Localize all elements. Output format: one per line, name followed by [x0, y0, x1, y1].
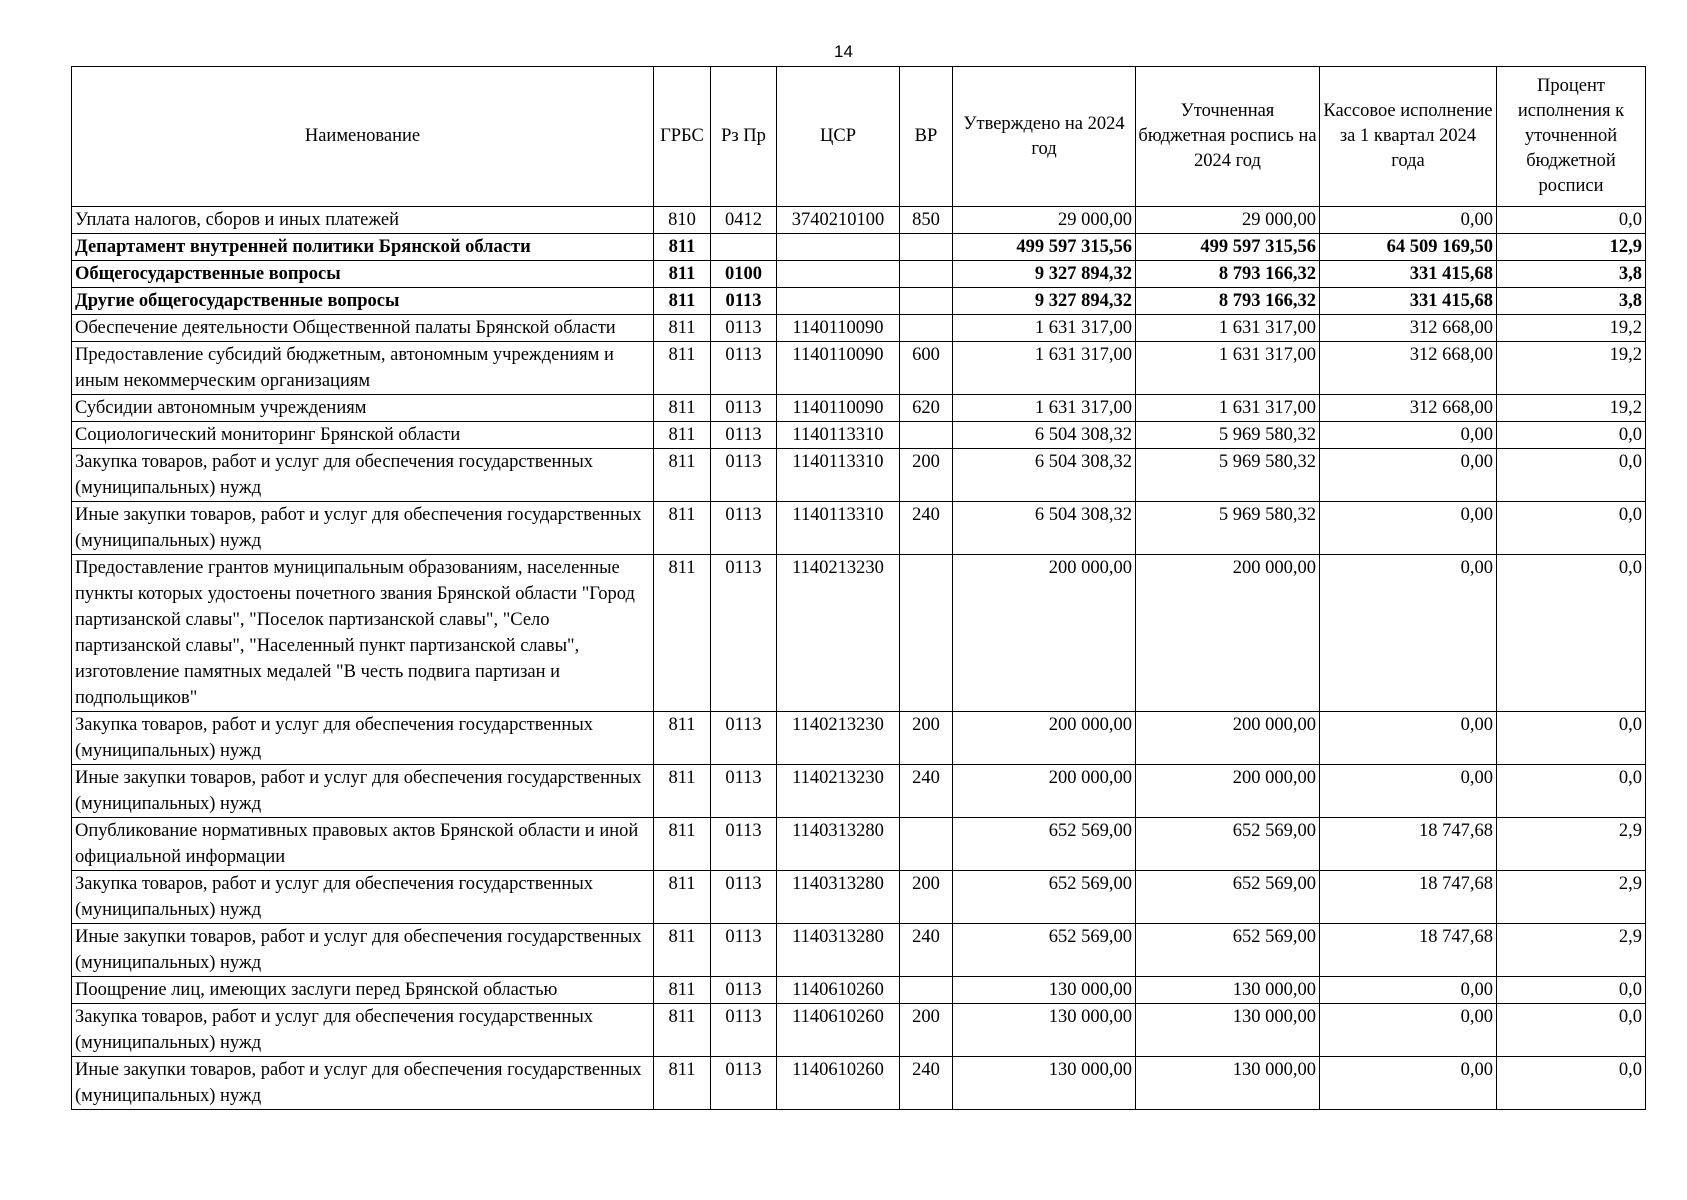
cell-percent: 0,0: [1497, 765, 1646, 818]
cell-csr: 1140313280: [777, 818, 900, 871]
cell-approved: 9 327 894,32: [953, 288, 1136, 315]
cell-vr: 600: [900, 342, 953, 395]
cell-vr: [900, 422, 953, 449]
cell-cash: 331 415,68: [1320, 288, 1497, 315]
table-row: [72, 871, 1646, 924]
cell-rzpr: 0412: [711, 207, 777, 234]
cell-vr: 620: [900, 395, 953, 422]
cell-csr: 1140610260: [777, 1004, 900, 1057]
cell-rzpr: 0113: [711, 924, 777, 977]
cell-refined: 1 631 317,00: [1136, 342, 1320, 395]
cell-refined: 1 631 317,00: [1136, 395, 1320, 422]
cell-cash: 0,00: [1320, 555, 1497, 712]
header-csr: ЦСР: [777, 67, 900, 207]
cell-refined: 5 969 580,32: [1136, 449, 1320, 502]
cell-name: Закупка товаров, работ и услуг для обеспечения государственных (муниципальных) нужд: [72, 449, 654, 502]
cell-name: Обеспечение деятельности Общественной палаты Брянской области: [72, 315, 654, 342]
cell-cash: 0,00: [1320, 712, 1497, 765]
cell-rzpr: 0113: [711, 395, 777, 422]
cell-rzpr: 0113: [711, 342, 777, 395]
cell-percent: 0,0: [1497, 1004, 1646, 1057]
header-name: Наименование: [72, 67, 654, 207]
cell-name: Другие общегосударственные вопросы: [72, 288, 654, 315]
cell-rzpr: 0100: [711, 261, 777, 288]
cell-approved: 652 569,00: [953, 871, 1136, 924]
cell-name: Социологический мониторинг Брянской области: [72, 422, 654, 449]
cell-csr: 1140110090: [777, 315, 900, 342]
cell-csr: 1140113310: [777, 449, 900, 502]
cell-cash: 0,00: [1320, 207, 1497, 234]
cell-name: Закупка товаров, работ и услуг для обеспечения государственных (муниципальных) нужд: [72, 712, 654, 765]
cell-grbs: 811: [654, 502, 711, 555]
cell-name: Общегосударственные вопросы: [72, 261, 654, 288]
cell-approved: 9 327 894,32: [953, 261, 1136, 288]
cell-name: Иные закупки товаров, работ и услуг для обеспечения государственных (муниципальных) нужд: [72, 502, 654, 555]
cell-vr: [900, 818, 953, 871]
cell-rzpr: 0113: [711, 422, 777, 449]
cell-csr: [777, 261, 900, 288]
table-row: [72, 712, 1646, 765]
header-vr: ВР: [900, 67, 953, 207]
cell-refined: 652 569,00: [1136, 871, 1320, 924]
cell-name: Предоставление субсидий бюджетным, автономным учреждениям и иным некоммерческим организациям: [72, 342, 654, 395]
cell-percent: 2,9: [1497, 818, 1646, 871]
table-row: [72, 555, 1646, 712]
cell-name: Уплата налогов, сборов и иных платежей: [72, 207, 654, 234]
budget-table: [71, 66, 1646, 1110]
cell-approved: 200 000,00: [953, 555, 1136, 712]
cell-approved: 6 504 308,32: [953, 422, 1136, 449]
table-row: [72, 234, 1646, 261]
cell-cash: 0,00: [1320, 502, 1497, 555]
cell-rzpr: 0113: [711, 315, 777, 342]
cell-grbs: 811: [654, 712, 711, 765]
cell-approved: 6 504 308,32: [953, 502, 1136, 555]
cell-refined: 200 000,00: [1136, 765, 1320, 818]
cell-csr: [777, 288, 900, 315]
cell-vr: 240: [900, 1057, 953, 1110]
cell-grbs: 811: [654, 261, 711, 288]
cell-percent: 19,2: [1497, 342, 1646, 395]
cell-csr: 1140313280: [777, 924, 900, 977]
cell-grbs: 811: [654, 288, 711, 315]
cell-rzpr: [711, 234, 777, 261]
cell-name: Предоставление грантов муниципальным образованиям, населенные пункты которых удостоены почетного звания Брянской области "Город партизанской славы", "Поселок партизанской славы", "Село партизанской славы", "Населенный пункт партизанской славы", изготовление памятных медалей "В честь подвига партизан и подпольщиков": [72, 555, 654, 712]
cell-vr: [900, 261, 953, 288]
cell-percent: 0,0: [1497, 977, 1646, 1004]
cell-percent: 2,9: [1497, 871, 1646, 924]
cell-percent: 19,2: [1497, 395, 1646, 422]
cell-vr: 240: [900, 924, 953, 977]
cell-cash: 312 668,00: [1320, 315, 1497, 342]
header-refined: Уточненная бюджетная роспись на 2024 год: [1136, 67, 1320, 207]
cell-name: Иные закупки товаров, работ и услуг для обеспечения государственных (муниципальных) нужд: [72, 1057, 654, 1110]
cell-vr: [900, 315, 953, 342]
cell-rzpr: 0113: [711, 1057, 777, 1110]
cell-vr: 240: [900, 502, 953, 555]
cell-grbs: 811: [654, 449, 711, 502]
cell-csr: 1140113310: [777, 502, 900, 555]
header-approved: Утверждено на 2024 год: [953, 67, 1136, 207]
table-row: [72, 818, 1646, 871]
cell-vr: [900, 555, 953, 712]
cell-vr: 200: [900, 871, 953, 924]
cell-name: Иные закупки товаров, работ и услуг для обеспечения государственных (муниципальных) нужд: [72, 924, 654, 977]
cell-rzpr: 0113: [711, 1004, 777, 1057]
cell-refined: 1 631 317,00: [1136, 315, 1320, 342]
cell-refined: 200 000,00: [1136, 712, 1320, 765]
cell-name: Закупка товаров, работ и услуг для обеспечения государственных (муниципальных) нужд: [72, 1004, 654, 1057]
cell-refined: 5 969 580,32: [1136, 422, 1320, 449]
cell-rzpr: 0113: [711, 765, 777, 818]
cell-approved: 1 631 317,00: [953, 315, 1136, 342]
cell-vr: [900, 234, 953, 261]
cell-refined: 8 793 166,32: [1136, 288, 1320, 315]
cell-refined: 200 000,00: [1136, 555, 1320, 712]
cell-rzpr: 0113: [711, 449, 777, 502]
cell-refined: 5 969 580,32: [1136, 502, 1320, 555]
cell-grbs: 811: [654, 765, 711, 818]
table-row: [72, 207, 1646, 234]
cell-approved: 6 504 308,32: [953, 449, 1136, 502]
cell-approved: 29 000,00: [953, 207, 1136, 234]
cell-cash: 64 509 169,50: [1320, 234, 1497, 261]
cell-name: Поощрение лиц, имеющих заслуги перед Брянской областью: [72, 977, 654, 1004]
cell-cash: 0,00: [1320, 422, 1497, 449]
table-row: [72, 288, 1646, 315]
cell-percent: 19,2: [1497, 315, 1646, 342]
cell-cash: 312 668,00: [1320, 395, 1497, 422]
cell-csr: 1140110090: [777, 395, 900, 422]
cell-approved: 130 000,00: [953, 977, 1136, 1004]
cell-csr: 1140110090: [777, 342, 900, 395]
table-row: [72, 1004, 1646, 1057]
cell-approved: 200 000,00: [953, 765, 1136, 818]
cell-rzpr: 0113: [711, 712, 777, 765]
cell-grbs: 811: [654, 555, 711, 712]
cell-approved: 200 000,00: [953, 712, 1136, 765]
cell-percent: 3,8: [1497, 288, 1646, 315]
cell-approved: 130 000,00: [953, 1057, 1136, 1110]
table-row: [72, 449, 1646, 502]
cell-csr: 1140113310: [777, 422, 900, 449]
cell-grbs: 811: [654, 871, 711, 924]
cell-refined: 130 000,00: [1136, 1057, 1320, 1110]
table-row: [72, 342, 1646, 395]
cell-percent: 12,9: [1497, 234, 1646, 261]
cell-percent: 0,0: [1497, 555, 1646, 712]
cell-cash: 0,00: [1320, 1057, 1497, 1110]
cell-approved: 130 000,00: [953, 1004, 1136, 1057]
cell-cash: 0,00: [1320, 977, 1497, 1004]
header-row: [72, 67, 1646, 207]
cell-cash: 331 415,68: [1320, 261, 1497, 288]
cell-vr: 850: [900, 207, 953, 234]
cell-grbs: 811: [654, 234, 711, 261]
cell-name: Закупка товаров, работ и услуг для обеспечения государственных (муниципальных) нужд: [72, 871, 654, 924]
cell-grbs: 811: [654, 1057, 711, 1110]
cell-rzpr: 0113: [711, 871, 777, 924]
cell-grbs: 811: [654, 924, 711, 977]
cell-refined: 29 000,00: [1136, 207, 1320, 234]
cell-name: Субсидии автономным учреждениям: [72, 395, 654, 422]
cell-percent: 2,9: [1497, 924, 1646, 977]
table-row: [72, 977, 1646, 1004]
cell-grbs: 811: [654, 977, 711, 1004]
cell-csr: 1140313280: [777, 871, 900, 924]
cell-vr: 200: [900, 1004, 953, 1057]
cell-grbs: 811: [654, 315, 711, 342]
cell-rzpr: 0113: [711, 977, 777, 1004]
cell-cash: 18 747,68: [1320, 924, 1497, 977]
cell-vr: 240: [900, 765, 953, 818]
cell-refined: 130 000,00: [1136, 1004, 1320, 1057]
cell-percent: 0,0: [1497, 422, 1646, 449]
cell-rzpr: 0113: [711, 288, 777, 315]
cell-rzpr: 0113: [711, 502, 777, 555]
cell-rzpr: 0113: [711, 555, 777, 712]
cell-vr: 200: [900, 449, 953, 502]
header-grbs: ГРБС: [654, 67, 711, 207]
cell-percent: 0,0: [1497, 712, 1646, 765]
table-body: [72, 207, 1646, 1110]
cell-grbs: 811: [654, 342, 711, 395]
cell-vr: [900, 288, 953, 315]
cell-name: Опубликование нормативных правовых актов Брянской области и иной официальной информации: [72, 818, 654, 871]
cell-csr: 3740210100: [777, 207, 900, 234]
header-percent: Процент исполнения к уточненной бюджетной росписи: [1497, 67, 1646, 207]
cell-rzpr: 0113: [711, 818, 777, 871]
cell-csr: [777, 234, 900, 261]
cell-csr: 1140610260: [777, 977, 900, 1004]
cell-cash: 312 668,00: [1320, 342, 1497, 395]
cell-refined: 8 793 166,32: [1136, 261, 1320, 288]
cell-grbs: 811: [654, 818, 711, 871]
cell-refined: 652 569,00: [1136, 818, 1320, 871]
cell-cash: 18 747,68: [1320, 871, 1497, 924]
cell-vr: [900, 977, 953, 1004]
cell-vr: 200: [900, 712, 953, 765]
cell-grbs: 811: [654, 1004, 711, 1057]
cell-percent: 0,0: [1497, 502, 1646, 555]
cell-csr: 1140610260: [777, 1057, 900, 1110]
table-row: [72, 765, 1646, 818]
cell-refined: 130 000,00: [1136, 977, 1320, 1004]
cell-refined: 652 569,00: [1136, 924, 1320, 977]
cell-cash: 18 747,68: [1320, 818, 1497, 871]
table-row: [72, 422, 1646, 449]
cell-csr: 1140213230: [777, 555, 900, 712]
cell-name: Иные закупки товаров, работ и услуг для обеспечения государственных (муниципальных) нужд: [72, 765, 654, 818]
cell-cash: 0,00: [1320, 765, 1497, 818]
cell-refined: 499 597 315,56: [1136, 234, 1320, 261]
table-row: [72, 315, 1646, 342]
header-cash: Кассовое исполнение за 1 квартал 2024 года: [1320, 67, 1497, 207]
cell-approved: 1 631 317,00: [953, 342, 1136, 395]
page-number: 14: [834, 42, 853, 61]
cell-csr: 1140213230: [777, 712, 900, 765]
cell-approved: 499 597 315,56: [953, 234, 1136, 261]
cell-grbs: 810: [654, 207, 711, 234]
header-rzpr: Рз Пр: [711, 67, 777, 207]
cell-percent: 0,0: [1497, 207, 1646, 234]
cell-percent: 0,0: [1497, 449, 1646, 502]
table-row: [72, 1057, 1646, 1110]
table-row: [72, 924, 1646, 977]
cell-cash: 0,00: [1320, 1004, 1497, 1057]
cell-csr: 1140213230: [777, 765, 900, 818]
cell-cash: 0,00: [1320, 449, 1497, 502]
table-row: [72, 261, 1646, 288]
cell-approved: 652 569,00: [953, 818, 1136, 871]
cell-approved: 1 631 317,00: [953, 395, 1136, 422]
cell-grbs: 811: [654, 422, 711, 449]
table-row: [72, 502, 1646, 555]
cell-grbs: 811: [654, 395, 711, 422]
table-row: [72, 395, 1646, 422]
cell-name: Департамент внутренней политики Брянской области: [72, 234, 654, 261]
cell-approved: 652 569,00: [953, 924, 1136, 977]
cell-percent: 0,0: [1497, 1057, 1646, 1110]
cell-percent: 3,8: [1497, 261, 1646, 288]
